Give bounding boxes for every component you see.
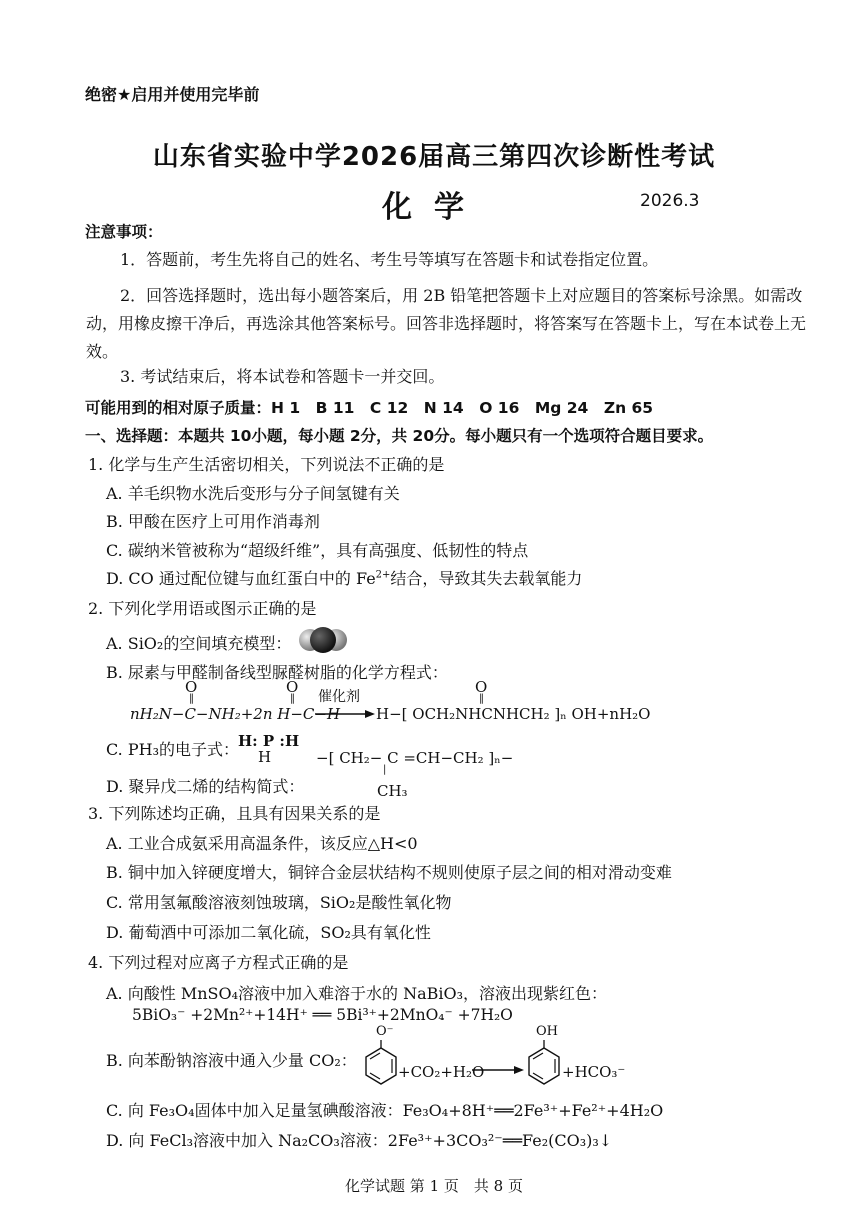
reaction-arrow-icon (315, 708, 375, 720)
q2-option-b: B. 尿素与甲醛制备线型脲醛树脂的化学方程式： (106, 663, 448, 682)
q2-option-d: D. 聚异戊二烯的结构简式： (106, 777, 305, 796)
notice-item-3: 3. 考试结束后，将本试卷和答题卡一并交回。 (120, 367, 445, 386)
question-4-stem: 4. 下列过程对应离子方程式正确的是 (88, 953, 349, 972)
carbonyl-o-1: O (185, 678, 198, 696)
phenol-oh-label: OH (536, 1024, 558, 1039)
q3-option-d: D. 葡萄酒中可添加二氧化硫，SO₂具有氧化性 (106, 923, 431, 942)
exam-title: 山东省实验中学2026届高三第四次诊断性考试 (152, 142, 716, 172)
methyl-group: CH₃ (377, 782, 408, 800)
atomic-masses: 可能用到的相对原子质量：H 1 B 11 C 12 N 14 O 16 Mg 24 Zn 65 (85, 399, 654, 417)
carbonyl-o-2: O (286, 678, 299, 696)
q4-b-eq-right: +HCO₃⁻ (562, 1063, 626, 1081)
q4-a-equation: 5BiO₃⁻ +2Mn²⁺+14H⁺ ══ 5Bi³⁺+2MnO₄⁻ +7H₂O (132, 1006, 513, 1024)
q2-b-eq-left: nH₂N−C−NH₂+2n H−C−H (130, 705, 341, 723)
notice-item-1: 1．答题前，考生先将自己的姓名、考生号等填写在答题卡和试卷指定位置。 (120, 250, 659, 269)
q1-option-d-pre: D. CO 通过配位键与血红蛋白中的 Fe (106, 569, 376, 588)
double-bond-1: ‖ (189, 693, 194, 704)
q1-option-d-sup: 2+ (375, 569, 391, 581)
q2-b-eq-right: H−[ OCH₂NHCNHCH₂ ]ₙ OH+nH₂O (376, 705, 651, 723)
question-1-stem: 1. 化学与生产生活密切相关，下列说法不正确的是 (88, 455, 445, 474)
q1-option-a: A. 羊毛织物水洗后变形与分子间氢键有关 (106, 484, 400, 503)
ph3-bottom-h: H (258, 748, 272, 766)
q2-option-a: A. SiO₂的空间填充模型： (106, 634, 292, 653)
q3-option-b: B. 铜中加入锌硬度增大，铜锌合金层状结构不规则使原子层之间的相对滑动变难 (106, 863, 672, 882)
methyl-bond: | (383, 764, 387, 775)
double-bond-2: ‖ (290, 693, 295, 704)
polyisoprene-formula: −[ CH₂− C =CH−CH₂ ]ₙ− (316, 749, 514, 767)
q1-option-d (106, 566, 582, 589)
confidential-label: 绝密★启用并使用完毕前 (85, 85, 260, 104)
carbonyl-o-3: O (475, 678, 488, 696)
question-2-stem: 2. 下列化学用语或图示正确的是 (88, 599, 317, 618)
reaction-arrow-2-icon (472, 1064, 524, 1076)
q4-option-c: C. 向 Fe₃O₄固体中加入足量氢碘酸溶液：Fe₃O₄+8H⁺══2Fe³⁺+Fe²⁺+4H₂O (106, 1101, 664, 1120)
q3-option-a: A. 工业合成氨采用高温条件，该反应△H<0 (106, 834, 418, 853)
page-footer: 化学试题 第 1 页 共 8 页 (345, 1177, 523, 1195)
q3-option-c: C. 常用氢氟酸溶液刻蚀玻璃，SiO₂是酸性氧化物 (106, 893, 452, 912)
q1-option-c: C. 碳纳米管被称为“超级纤维”，具有高强度、低韧性的特点 (106, 541, 529, 560)
q4-option-d: D. 向 FeCl₃溶液中加入 Na₂CO₃溶液：2Fe³⁺+3CO₃²⁻══Fe₂(CO₃)₃↓ (106, 1131, 613, 1150)
phenoxide-o-label: O⁻ (376, 1024, 394, 1039)
notice-item-2: 2．回答选择题时，选出每小题答案后，用 2B 铅笔把答题卡上对应题目的答案标号涂黑。如需改动，用橡皮擦干净后，再选涂其他答案标号。回答非选择题时，将答案写在答题卡上，写在本试卷上无效。 (86, 286, 807, 361)
double-bond-3: ‖ (479, 693, 484, 704)
phenol-ring-icon (527, 1040, 567, 1090)
sio2-space-filling-model-icon (298, 618, 348, 662)
q1-option-b: B. 甲酸在医疗上可用作消毒剂 (106, 512, 320, 531)
q4-option-b: B. 向苯酚钠溶液中通入少量 CO₂： (106, 1051, 357, 1070)
subject-title: 化学 (382, 190, 486, 225)
q4-option-a: A. 向酸性 MnSO₄溶液中加入难溶于水的 NaBiO₃，溶液出现紫红色： (106, 984, 608, 1003)
q2-option-c: C. PH₃的电子式： (106, 740, 239, 759)
section-heading: 一、选择题：本题共 10小题，每小题 2分，共 20分。每小题只有一个选项符合题目要求。 (85, 427, 714, 445)
notice-heading: 注意事项： (85, 223, 163, 241)
catalyst-label: 催化剂 (318, 689, 360, 705)
q1-option-d-post: 结合，导致其失去载氧能力 (390, 569, 583, 588)
q4-b-eq-mid: +CO₂+H₂O (398, 1063, 485, 1081)
ph3-electron-formula: H: P :H (238, 732, 300, 750)
question-3-stem: 3. 下列陈述均正确，且具有因果关系的是 (88, 804, 381, 823)
exam-date: 2026.3 (640, 191, 700, 211)
